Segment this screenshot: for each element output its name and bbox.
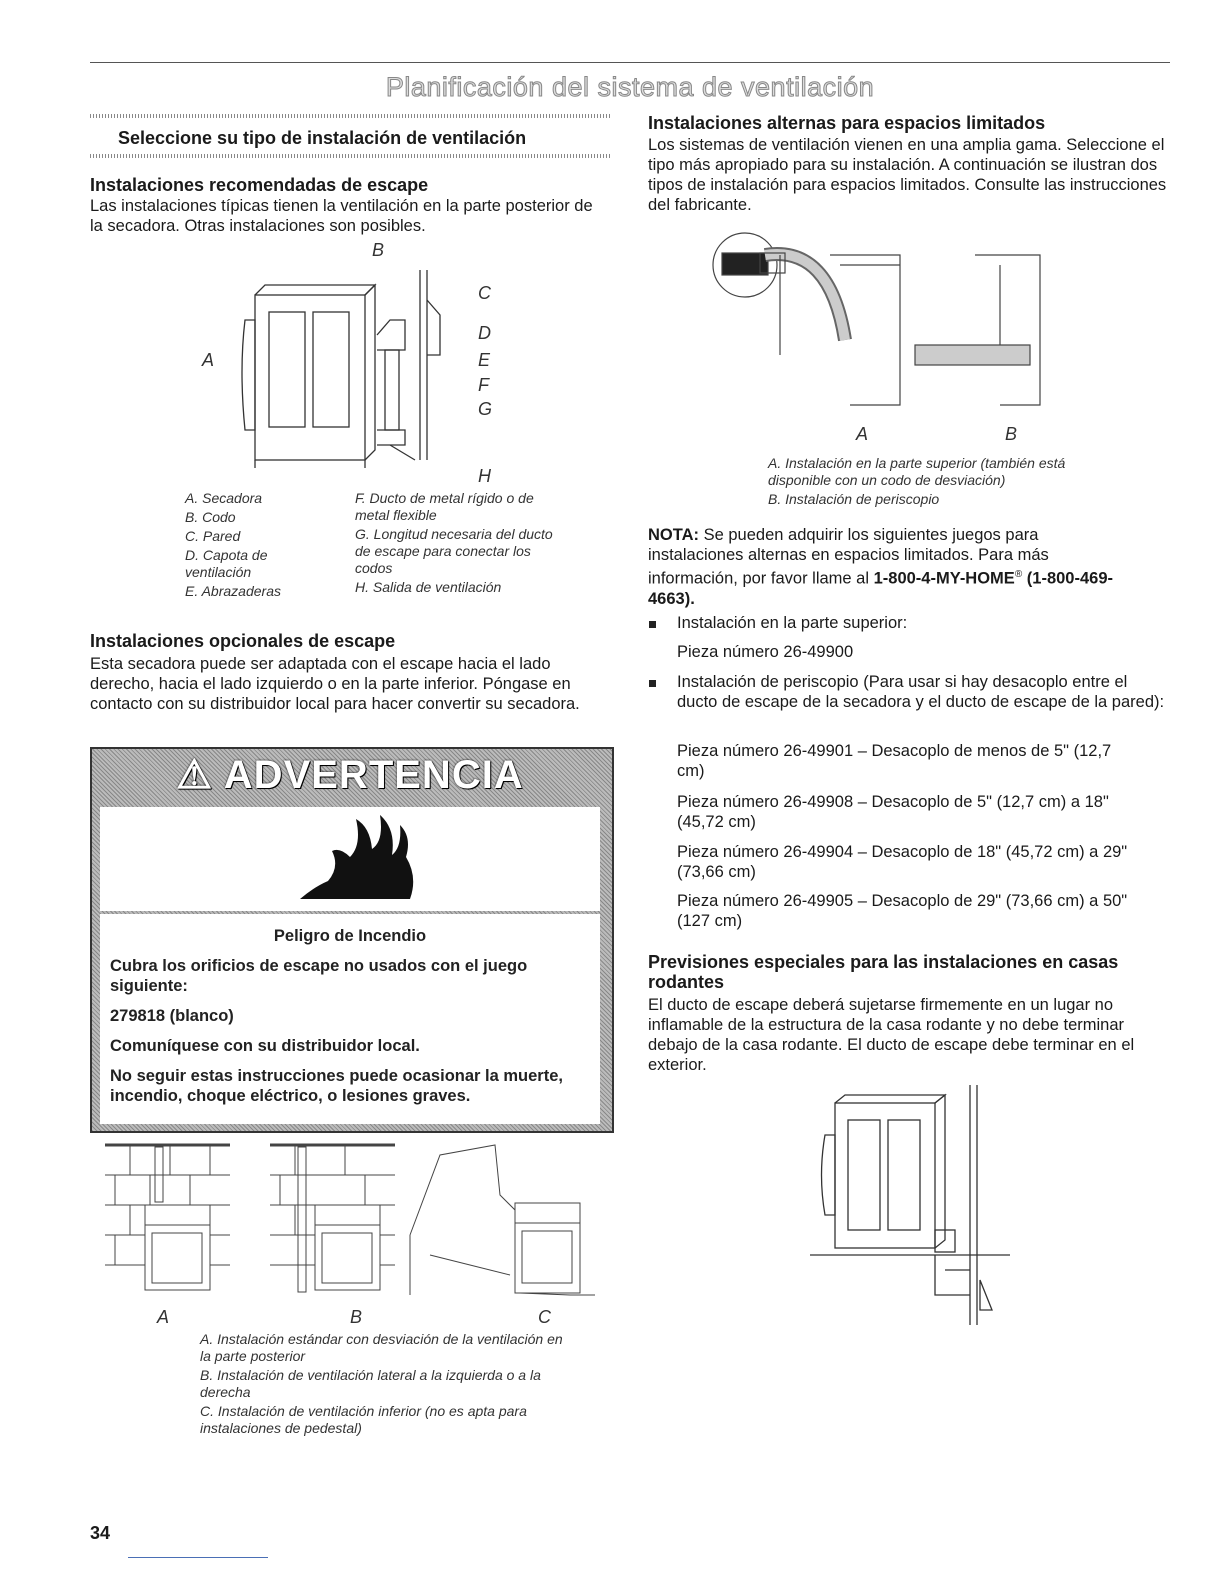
brick-wall-b: [270, 1145, 395, 1292]
bullet-1-item: Pieza número 26-49900: [677, 643, 854, 661]
fig2-letter-a: A: [157, 1307, 170, 1327]
mobile-text: El ducto de escape deberá sujetarse firmemente en un lugar no inflamable de la estructura de la casa rodante y no debe terminar debajo de la casa rodante. El ducto de escape debe terminar en el exterior.: [648, 996, 1135, 1074]
warning-line-3: No seguir estas instrucciones puede ocasionar la muerte, incendio, choque eléctrico, o lesiones graves.: [110, 1067, 563, 1105]
fig1-legend-left: [185, 490, 335, 602]
legend-item: D. Capota de ventilación: [185, 547, 268, 580]
legend-item: A. Instalación en la parte superior (también está disponible con un codo de desviación): [768, 455, 1066, 488]
nota-label: NOTA:: [648, 526, 700, 544]
legend-item: A. Instalación estándar con desviación de la ventilación en la parte posterior: [200, 1331, 563, 1364]
fig1-letter-f: F: [478, 375, 489, 395]
dryer-vent-diagram: [195, 240, 515, 490]
bullet-icon: [649, 680, 656, 687]
room-c: [410, 1145, 595, 1295]
bullet-2-item-3: Pieza número 26-49904 – Desacoplo de 18" (45,72 cm) a 29" (73,66 cm): [677, 843, 1128, 881]
legend-item: E. Abrazaderas: [185, 583, 281, 599]
top-rule: [90, 62, 1170, 63]
section-rule-bottom: [90, 154, 610, 158]
phone-link[interactable]: 1-800-4-MY-HOME: [873, 569, 1015, 588]
bullet-1-title: Instalación en la parte superior:: [677, 614, 908, 632]
warning-line-2: Comuníquese con su distribuidor local.: [110, 1037, 420, 1055]
legend-item: C. Pared: [185, 528, 241, 544]
alt-heading: Instalaciones alternas para espacios limitados: [648, 113, 1046, 133]
legend-item: G. Longitud necesaria del ducto de escape para conectar los codos: [355, 526, 553, 576]
alt-text: Los sistemas de ventilación vienen en una amplia gama. Seleccione el tipo más apropiado para su instalación. A continuación se ilustran dos tipos de instalación para espacios limitados. Consulte las instrucciones del fabricante.: [648, 136, 1167, 214]
warning-line-1: Cubra los orificios de escape no usados con el juego siguiente:: [110, 957, 528, 995]
optional-text: Esta secadora puede ser adaptada con el escape hacia el lado derecho, hacia el lado izquierdo o en la parte inferior. Póngase en contacto con su distribuidor local para hacer convertir su secadora.: [90, 655, 580, 713]
mobile-heading: Previsiones especiales para las instalaciones en casas rodantes: [648, 952, 1119, 992]
fire-panel: [100, 807, 600, 911]
fig2-letter-c: C: [538, 1307, 551, 1327]
hazard-title: Peligro de Incendio: [273, 927, 427, 945]
legend-item: B. Instalación de ventilación lateral a la izquierda o a la derecha: [200, 1367, 541, 1400]
section-heading: Seleccione su tipo de instalación de ventilación: [118, 128, 527, 148]
brick-wall-a: [105, 1145, 230, 1290]
fig1-letter-g: G: [478, 399, 493, 419]
legend-item: F. Ducto de metal rígido o de metal flexible: [355, 490, 534, 523]
fig1-legend-right: [355, 490, 560, 598]
fig3-letter-a: A: [856, 424, 869, 444]
recommended-text: Las instalaciones típicas tienen la ventilación en la parte posterior de la secadora. Otras instalaciones son posibles.: [90, 197, 593, 235]
optional-heading: Instalaciones opcionales de escape: [90, 631, 396, 651]
fig1-letter-b: B: [372, 240, 385, 260]
bullet-2-title: Instalación de periscopio (Para usar si hay desacoplo entre el ducto de escape de la secadora y el ducto de escape de la pared):: [677, 673, 1165, 711]
bullet-icon: [649, 621, 656, 628]
legend-item: B. Codo: [185, 509, 236, 525]
installation-types-diagram: [100, 1135, 600, 1310]
phone-number: (1-800-469-4663).: [648, 569, 1113, 608]
fig3-legend: [768, 455, 1118, 510]
fig3-letter-b: B: [1005, 424, 1018, 444]
page-number: 34: [90, 1523, 111, 1543]
bullet-2-item-4: Pieza número 26-49905 – Desacoplo de 29" (73,66 cm) a 50" (127 cm): [677, 892, 1128, 930]
fig1-letter-e: E: [478, 350, 491, 370]
page-title: Planificación del sistema de ventilación: [385, 72, 875, 102]
legend-item: B. Instalación de periscopio: [768, 491, 940, 507]
warning-triangle-icon: ⚠: [176, 753, 214, 797]
fire-icon: [100, 807, 600, 911]
recommended-heading: Instalaciones recomendadas de escape: [90, 175, 429, 195]
fig2-letter-b: B: [350, 1307, 363, 1327]
fig2-legend: [200, 1331, 570, 1439]
mobile-home-diagram: [810, 1085, 1010, 1325]
bullet-2-item-2: Pieza número 26-49908 – Desacoplo de 5" (12,7 cm) a 18" (45,72 cm): [677, 793, 1109, 831]
warning-part-number: 279818 (blanco): [110, 1007, 234, 1025]
fig1-letter-d: D: [478, 323, 491, 343]
warning-title: ⚠ ADVERTENCIA: [176, 753, 524, 797]
legend-item: C. Instalación de ventilación inferior (no es apta para instalaciones de pedestal): [200, 1403, 527, 1436]
bullet-2-item-1: Pieza número 26-49901 – Desacoplo de menos de 5" (12,7 cm): [677, 742, 1112, 780]
limited-space-diagram: [700, 225, 1070, 420]
nota-paragraph: NOTA: Se pueden adquirir los siguientes juegos para instalaciones alternas en espacios limitados. Para más información, por favor llame al 1-800-4-MY-HOME® (1-800-469-4663).: [648, 526, 1113, 608]
legend-item: H. Salida de ventilación: [355, 579, 502, 595]
footer-rule: [128, 1557, 268, 1558]
legend-item: A. Secadora: [185, 490, 263, 506]
fig1-letter-h: H: [478, 466, 491, 486]
fig1-letter-a: A: [202, 350, 215, 370]
warning-body: [100, 914, 600, 1124]
section-rule-top: [90, 114, 610, 118]
fig1-letter-c: C: [478, 283, 491, 303]
